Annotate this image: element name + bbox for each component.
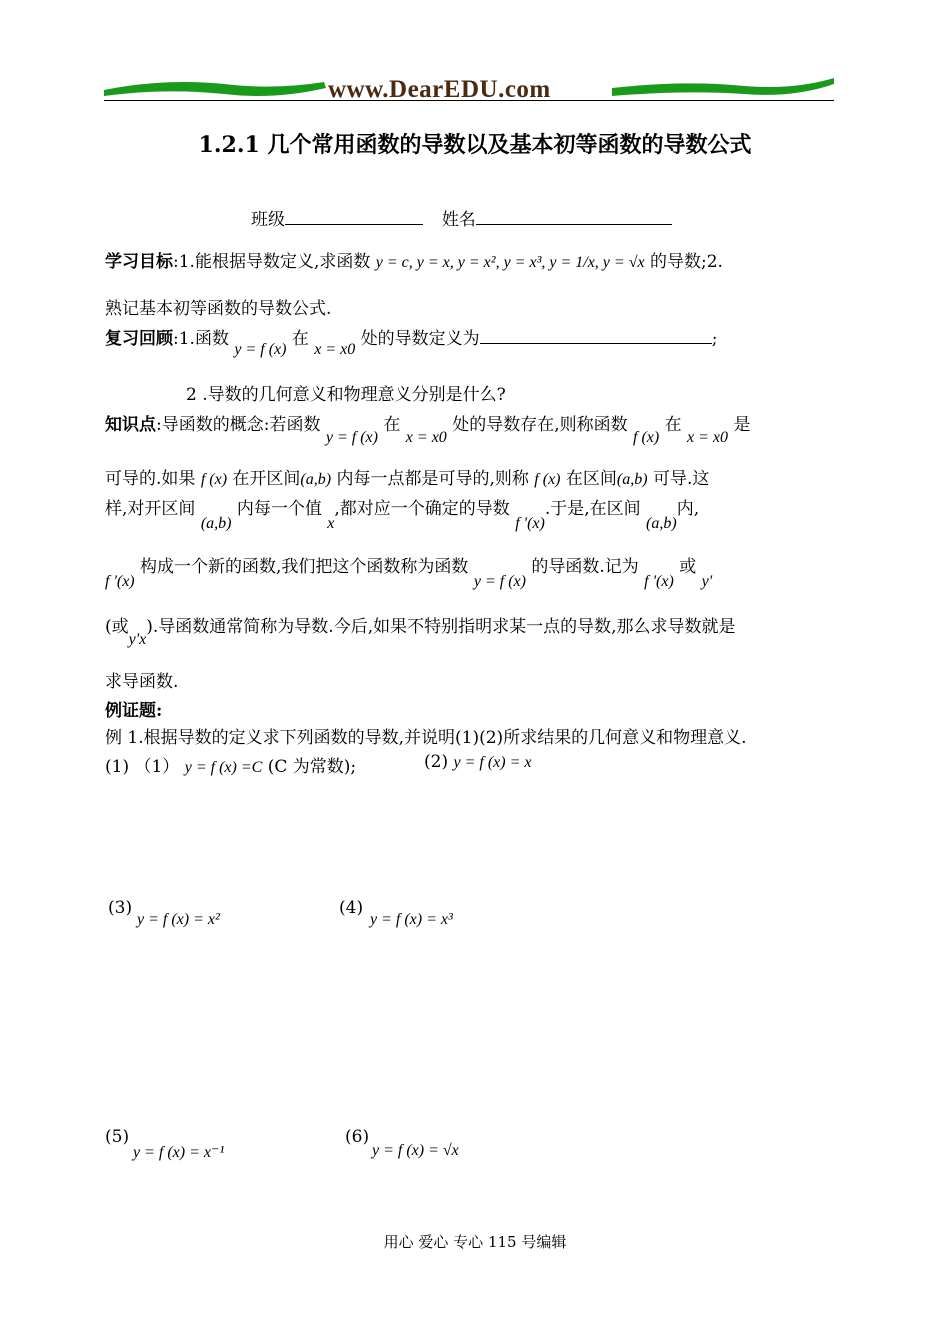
knowledge-l2b: 在开区间 <box>232 469 301 489</box>
ex1-note: (C 为常数); <box>267 757 357 777</box>
knowledge-label: 知识点 <box>105 415 156 435</box>
knowledge-line-5 <box>105 612 736 648</box>
knowledge-l2-f: f (x) <box>200 471 228 488</box>
example-3-formula: y = f (x) = x² <box>137 911 220 928</box>
example-6-number: (6) <box>345 1127 370 1147</box>
knowledge-l3-fprime: f '(x) <box>515 515 545 532</box>
example-3-number: (3) <box>108 898 133 918</box>
goal-text-b: 的导数;2. <box>650 252 723 272</box>
knowledge-l3c: ,都对应一个确定的导数 <box>334 499 510 519</box>
knowledge-l1c: 处的导数存在,则称函数 <box>452 415 628 435</box>
ex1-formula: y = f (x) =C <box>184 759 263 776</box>
knowledge-l3e: 内, <box>676 499 700 519</box>
examples-label: 例证题: <box>105 701 163 721</box>
knowledge-l4-function: y = f (x) <box>473 573 526 590</box>
review-at: 在 <box>291 329 309 349</box>
ex2-number: (2) <box>424 752 449 772</box>
knowledge-l2-interval: (a,b) <box>300 471 332 488</box>
knowledge-line-6: 求导函数. <box>105 672 179 692</box>
knowledge-line-2 <box>105 464 709 489</box>
knowledge-l1d: 在 <box>664 415 682 435</box>
ex1-number: (1) （1） <box>105 757 180 777</box>
knowledge-l5-yprime-x: y'x <box>128 631 147 648</box>
class-name-line <box>251 205 672 230</box>
knowledge-l1-function: y = f (x) <box>325 429 378 446</box>
example-2 <box>424 752 532 772</box>
example-1-intro: 例 1.根据导数的定义求下列函数的导数,并说明(1)(2)所求结果的几何意义和物理意义. <box>105 728 747 748</box>
knowledge-line-4 <box>105 552 713 590</box>
knowledge-l4-fprime2: f '(x) <box>644 573 674 590</box>
knowledge-l4-fprime: f '(x) <box>105 573 135 590</box>
knowledge-l3a: 样,对开区间 <box>105 499 196 519</box>
knowledge-l1e: 是 <box>733 415 751 435</box>
header-rule <box>104 100 834 101</box>
knowledge-l4-yprime: y' <box>701 573 713 590</box>
review-text-b: 处的导数定义为 <box>360 329 480 349</box>
knowledge-l1-f2: f (x) <box>633 429 660 446</box>
example-5-formula: y = f (x) = x⁻¹ <box>133 1144 225 1161</box>
knowledge-l2c: 内每一点都是可导的,则称 <box>336 469 529 489</box>
knowledge-l4a: 构成一个新的函数,我们把这个函数称为函数 <box>140 557 469 577</box>
knowledge-l1-x0: x = x0 <box>405 429 447 446</box>
knowledge-l2: 可导的.如果 <box>105 469 196 489</box>
knowledge-l2-f2: f (x) <box>534 471 561 488</box>
review-end: ; <box>711 329 718 349</box>
knowledge-l3-interval2: (a,b) <box>646 515 677 532</box>
knowledge-l2-interval2: (a,b) <box>616 471 648 488</box>
review-blank[interactable] <box>480 326 712 344</box>
knowledge-l5b: ).导函数通常简称为导数.今后,如果不特别指明求某一点的导数,那么求导数就是 <box>146 617 736 637</box>
knowledge-l3-x: x <box>327 515 335 532</box>
goal-line-2: 熟记基本初等函数的导数公式. <box>105 299 332 319</box>
goal-label: 学习目标 <box>105 252 173 272</box>
example-5-number: (5) <box>105 1127 130 1147</box>
knowledge-l1b: 在 <box>383 415 401 435</box>
knowledge-l2d: 在区间 <box>565 469 617 489</box>
knowledge-l3d: .于是,在区间 <box>544 499 641 519</box>
goal-line-1 <box>105 247 723 272</box>
goal-text-a: :1.能根据导数定义,求函数 <box>173 252 371 272</box>
review-line-1 <box>105 324 718 358</box>
page-footer: 用心 爱心 专心 115 号编辑 <box>383 1233 567 1251</box>
class-label: 班级 <box>251 210 285 230</box>
knowledge-l5a: (或 <box>105 617 129 637</box>
knowledge-l2e: 可导.这 <box>652 469 710 489</box>
knowledge-l1-x02: x = x0 <box>687 429 729 446</box>
knowledge-line-3 <box>105 494 700 532</box>
header-logo-text: www.DearEDU.com <box>328 76 551 103</box>
name-blank[interactable] <box>476 207 672 225</box>
name-label: 姓名 <box>441 210 476 230</box>
example-row-1 <box>105 752 356 777</box>
knowledge-l1a: :导函数的概念:若函数 <box>156 415 321 435</box>
knowledge-l4c: 或 <box>679 557 697 577</box>
class-blank[interactable] <box>285 207 423 225</box>
review-question-2: 2 .导数的几何意义和物理意义分别是什么? <box>186 385 506 405</box>
knowledge-l3b: 内每一个值 <box>236 499 322 519</box>
ex2-formula: y = f (x) = x <box>453 754 532 771</box>
page-title: 1.2.1 几个常用函数的导数以及基本初等函数的导数公式 <box>198 132 752 158</box>
knowledge-line-1 <box>105 410 751 446</box>
example-6-formula: y = f (x) = √x <box>372 1142 459 1159</box>
goal-formula: y = c, y = x, y = x², y = x³, y = 1/x, y = √x <box>375 254 645 271</box>
review-function: y = f (x) <box>234 341 287 358</box>
example-4-number: (4) <box>339 898 364 918</box>
review-text-a: :1.函数 <box>173 329 229 349</box>
review-label: 复习回顾 <box>105 329 173 349</box>
review-x0: x = x0 <box>314 341 356 358</box>
knowledge-l3-interval: (a,b) <box>200 515 232 532</box>
knowledge-l4b: 的导函数.记为 <box>531 557 639 577</box>
example-4-formula: y = f (x) = x³ <box>370 911 453 928</box>
